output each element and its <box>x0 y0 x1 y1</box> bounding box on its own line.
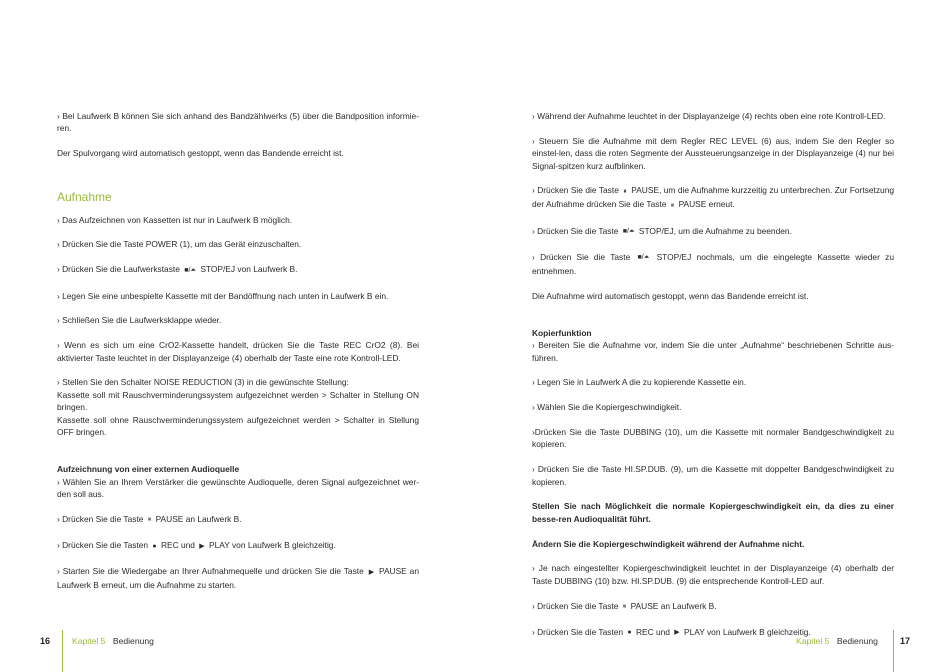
text: PAUSE an Laufwerk B erneut, um die Aufnahme zu starten. <box>57 566 420 591</box>
stop-eject-icon: ■/⏶ <box>637 254 650 262</box>
footer-chapter: Kapitel 5 <box>796 636 830 646</box>
paragraph: › Stellen Sie den Schalter NOISE REDUCTION (3) in die gewünschte Stellung: <box>57 377 349 388</box>
footer-divider-left <box>62 630 63 672</box>
left-column <box>57 110 419 604</box>
text: › Starten Sie die Wiedergabe an Ihrer Aufnahmequelle und drücken Sie die Taste <box>57 566 364 577</box>
text: › Drücken Sie die Taste <box>532 225 619 236</box>
paragraph: › Das Aufzeichnen von Kassetten ist nur in Laufwerk B möglich. <box>57 214 293 225</box>
paragraph <box>532 225 894 239</box>
text: PLAY von Laufwerk B gleichzeitig. <box>209 540 336 551</box>
paragraph <box>57 513 419 527</box>
stop-eject-icon: ■/⏶ <box>184 266 196 274</box>
pause-icon: ⏸ <box>147 516 152 524</box>
paragraph: › Drücken Sie die Taste HI.SP.DUB. (9), um die Kassette mit doppelter Bandgeschwindigkeit zu kopieren. <box>532 464 894 487</box>
rec-icon: ● <box>627 629 632 637</box>
text: › Drücken Sie die Taste <box>532 185 619 196</box>
footer-right <box>796 636 878 646</box>
note-bold: Ändern Sie die Kopiergeschwindigkeit während der Aufnahme nicht. <box>532 538 805 549</box>
text: › Drücken Sie die Tasten <box>57 540 149 551</box>
pause-icon: ⏸ <box>622 603 627 611</box>
paragraph <box>57 565 419 591</box>
paragraph: › Legen Sie eine unbespielte Kassette mit der Bandöffnung nach unten in Laufwerk B ein. <box>57 290 389 301</box>
paragraph: › Legen Sie in Laufwerk A die zu kopierende Kassette ein. <box>532 377 747 388</box>
text: STOP/EJ nochmals, um die eingelegte Kassette wieder zu entnehmen. <box>532 251 895 276</box>
stop-eject-icon: ■/⏶ <box>622 228 635 236</box>
text: › Drücken Sie die Taste <box>532 251 631 262</box>
play-icon: ▶ <box>368 568 375 576</box>
paragraph: › Schließen Sie die Laufwerksklappe wieder. <box>57 315 222 326</box>
text: PLAY von Laufwerk B gleichzeitig. <box>684 626 811 637</box>
right-column <box>532 110 894 652</box>
paragraph: › Bei Laufwerk B können Sie sich anhand des Bandzählwerks (5) über die Bandposition informie-ren. <box>57 111 419 134</box>
rec-icon: ● <box>152 542 157 550</box>
text: › Drücken Sie die Tasten <box>532 626 624 637</box>
pause-icon: ⏸ <box>670 201 675 209</box>
text: PAUSE an Laufwerk B. <box>155 513 242 524</box>
text: PAUSE, um die Aufnahme kurzzeitig zu unterbrechen. Zur Fortsetzung der Aufnahme drücken Sie die Taste <box>532 185 895 210</box>
subheading-kopierfunktion: Kopierfunktion <box>532 327 592 338</box>
paragraph: › Steuern Sie die Aufnahme mit dem Regler REC LEVEL (6) aus, indem Sie den Regler so einstel-len, dass die roten Segmente der Aussteuerungsanzeige in der Displayanzeige (4) nur bei Signal-spitzen kurz aufblinken. <box>532 135 894 171</box>
footer-section: Bedienung <box>836 636 878 646</box>
page-number-right: 17 <box>900 636 911 646</box>
footer-left <box>72 636 154 646</box>
paragraph <box>532 184 894 212</box>
text: › Drücken Sie die Laufwerkstaste <box>57 264 180 275</box>
paragraph <box>57 263 419 277</box>
text: PAUSE an Laufwerk B. <box>630 600 717 611</box>
paragraph: › Bereiten Sie die Aufnahme vor, indem Sie die unter „Aufnahme“ beschriebenen Schritte aus-führen. <box>532 340 894 363</box>
paragraph: Der Spulvorgang wird automatisch gestoppt, wenn das Bandende erreicht ist. <box>57 148 344 159</box>
text: › Drücken Sie die Taste <box>57 513 144 524</box>
footer-chapter: Kapitel 5 <box>72 636 106 646</box>
play-icon: ▶ <box>674 629 680 637</box>
paragraph: Die Aufnahme wird automatisch gestoppt, wenn das Bandende erreicht ist. <box>532 290 809 301</box>
paragraph <box>532 600 894 614</box>
text: › Drücken Sie die Taste <box>532 600 619 611</box>
paragraph: Kassette soll ohne Rauschverminderungssystem aufgezeichnet werden > Schalter in Stellung OFF bringen. <box>57 414 419 437</box>
paragraph: › Wählen Sie die Kopiergeschwindigkeit. <box>532 402 682 413</box>
paragraph <box>532 251 894 277</box>
paragraph: › Während der Aufnahme leuchtet in der Displayanzeige (4) rechts oben eine rote Kontroll-LED. <box>532 111 886 121</box>
paragraph: › Wenn es sich um eine CrO2-Kassette handelt, drücken Sie die Taste REC CrO2 (8). Bei aktivierter Taste leuchtet in der Displayanzeige (4) oberhalb der Taste eine rote Kontroll-LED. <box>57 340 419 363</box>
paragraph: › Wählen Sie an Ihrem Verstärker die gewünschte Audioquelle, deren Signal aufgezeichnet wer-den soll aus. <box>57 476 419 499</box>
text: REC und <box>160 540 195 551</box>
paragraph: Kassette soll mit Rauschverminderungssystem aufgezeichnet werden > Schalter in Stellung ON bringen. <box>57 389 419 413</box>
paragraph <box>57 539 419 553</box>
text: REC und <box>635 626 670 637</box>
text: STOP/EJ von Laufwerk B. <box>200 264 298 275</box>
text: STOP/EJ, um die Aufnahme zu beenden. <box>638 225 792 236</box>
section-heading-aufnahme: Aufnahme <box>57 189 112 204</box>
play-icon: ▶ <box>199 542 205 550</box>
page-number-left: 16 <box>40 636 51 646</box>
footer-section: Bedienung <box>112 636 154 646</box>
text: PAUSE erneut. <box>678 199 735 210</box>
subheading-externe-audioquelle: Aufzeichnung von einer externen Audioquelle <box>57 464 240 475</box>
note-bold: Stellen Sie nach Möglichkeit die normale Kopiergeschwindigkeit ein, da dies zu einer besse-ren Audioqualität führt. <box>532 501 894 524</box>
paragraph: › Je nach eingestellter Kopiergeschwindigkeit leuchtet in der Displayanzeige (4) oberhalb der Taste DUBBING (10) bzw. HI.SP.DUB. (9) die entsprechende Kontroll-LED auf. <box>532 563 894 586</box>
paragraph: ›Drücken Sie die Taste DUBBING (10), um die Kassette mit normaler Bandgeschwindigkeit zu kopieren. <box>532 427 894 450</box>
paragraph: › Drücken Sie die Taste POWER (1), um das Gerät einzuschalten. <box>57 239 302 250</box>
pause-icon: ⏸ <box>623 187 627 195</box>
footer-divider-right <box>893 630 894 672</box>
